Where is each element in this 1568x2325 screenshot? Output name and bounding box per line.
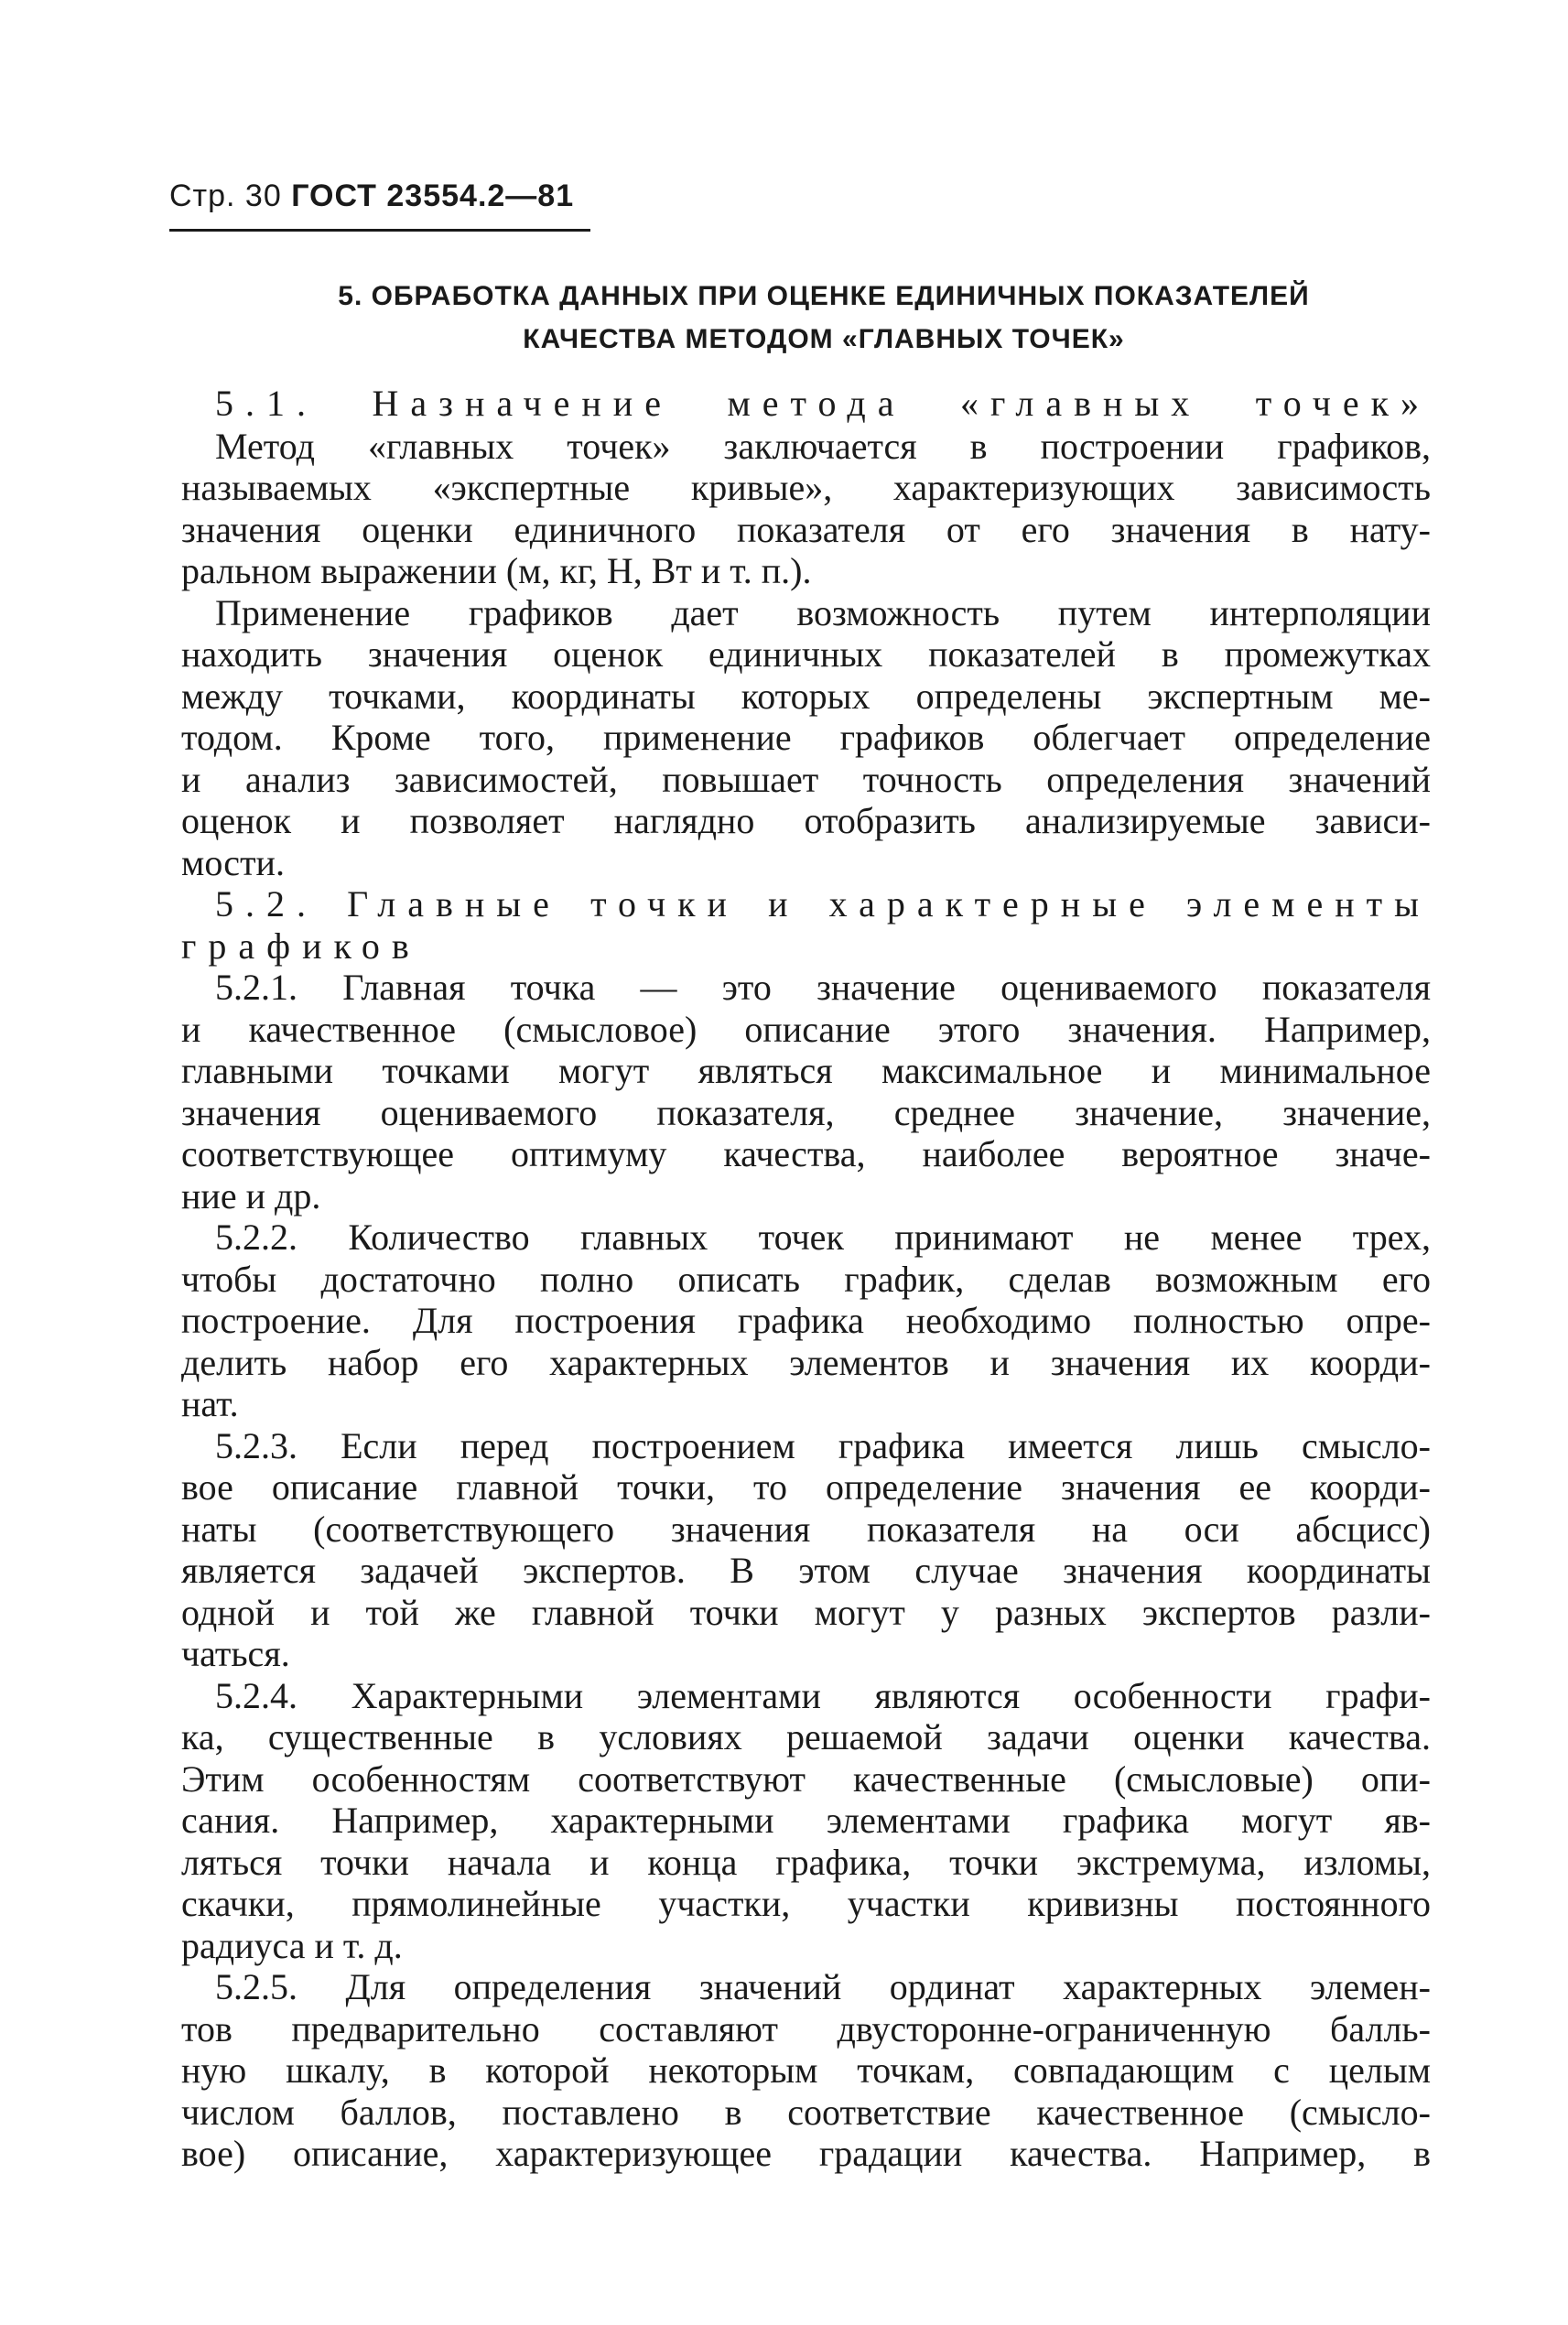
subsection-heading-5-2-cont: графиков (181, 925, 421, 967)
paragraph-line: 5.2.5. Для определения значений ординат характерных элемен- (215, 1966, 1431, 2007)
paragraph-line: 5.2.3. Если перед построением графика имеется лишь смысло- (215, 1425, 1431, 1466)
paragraph-line: скачки, прямолинейные участки, участки кривизны постоянного (181, 1883, 1431, 1924)
section-title-line-1: 5. ОБРАБОТКА ДАННЫХ ПРИ ОЦЕНКЕ ЕДИНИЧНЫХ ПОКАЗАТЕЛЕЙ (338, 281, 1310, 311)
paragraph-line: значения оцениваемого показателя, среднее значение, значение, (181, 1092, 1431, 1133)
section-title-line-2: КАЧЕСТВА МЕТОДОМ «ГЛАВНЫХ ТОЧЕК» (523, 324, 1125, 354)
page-label: Стр. 30 (169, 178, 282, 213)
paragraph-line: мости. (181, 842, 285, 883)
subsection-heading-5-1: 5.1. Назначение метода «главных точек» (215, 383, 1431, 424)
paragraph-line: и качественное (смысловое) описание этого значения. Например, (181, 1009, 1431, 1050)
running-header (169, 178, 574, 214)
paragraph-line: Этим особенностям соответствуют качественные (смысловые) опи- (181, 1758, 1431, 1800)
paragraph-line: значения оценки единичного показателя от его значения в нату- (181, 509, 1431, 550)
header-rule (169, 229, 590, 232)
paragraph-line: 5.2.1. Главная точка — это значение оцениваемого показателя (215, 967, 1431, 1008)
paragraph-line: между точками, координаты которых определены экспертным ме- (181, 676, 1431, 717)
paragraph-line: тов предварительно составляют двусторонне-ограниченную балль- (181, 2008, 1431, 2049)
paragraph-line: вое) описание, характеризующее градации качества. Например, в (181, 2133, 1431, 2174)
paragraph-line: чтобы достаточно полно описать график, сделав возможным его (181, 1259, 1431, 1300)
paragraph-line: вое описание главной точки, то определение значения ее коорди- (181, 1466, 1431, 1508)
standard-number: ГОСТ 23554.2—81 (291, 178, 575, 213)
paragraph-line: называемых «экспертные кривые», характеризующих зависимость (181, 467, 1431, 508)
paragraph-line: оценок и позволяет наглядно отобразить анализируемые зависи- (181, 800, 1431, 841)
subsection-heading-5-2: 5.2. Главные точки и характерные элементы (215, 883, 1431, 925)
paragraph-line: радиуса и т. д. (181, 1925, 403, 1966)
paragraph-line: нат. (181, 1383, 239, 1424)
paragraph-line: соответствующее оптимуму качества, наиболее вероятное значе- (181, 1133, 1431, 1174)
paragraph-line: чаться. (181, 1633, 290, 1674)
paragraph-line: 5.2.2. Количество главных точек принимают не менее трех, (215, 1217, 1431, 1258)
paragraph-line: ние и др. (181, 1175, 321, 1217)
paragraph-line: сания. Например, характерными элементами графика могут яв- (181, 1800, 1431, 1841)
paragraph-line: находить значения оценок единичных показателей в промежутках (181, 633, 1431, 675)
paragraph-line: наты (соответствующего значения показателя на оси абсцисс) (181, 1509, 1431, 1550)
paragraph-line: Метод «главных точек» заключается в построении графиков, (215, 426, 1431, 467)
paragraph-line: делить набор его характерных элементов и значения их коорди- (181, 1342, 1431, 1383)
paragraph-line: ляться точки начала и конца графика, точки экстремума, изломы, (181, 1842, 1431, 1883)
paragraph-line: числом баллов, поставлено в соответствие качественное (смысло- (181, 2092, 1431, 2133)
paragraph-line: тодом. Кроме того, применение графиков облегчает определение (181, 717, 1431, 758)
paragraph-line: Применение графиков дает возможность путем интерполяции (215, 592, 1431, 633)
paragraph-line: является задачей экспертов. В этом случае значения координаты (181, 1550, 1431, 1591)
paragraph-line: главными точками могут являться максимальное и минимальное (181, 1050, 1431, 1091)
paragraph-line: и анализ зависимостей, повышает точность определения значений (181, 759, 1431, 800)
paragraph-line: одной и той же главной точки могут у разных экспертов разли- (181, 1592, 1431, 1633)
paragraph-line: ка, существенные в условиях решаемой задачи оценки качества. (181, 1716, 1431, 1757)
paragraph-line: построение. Для построения графика необходимо полностью опре- (181, 1300, 1431, 1341)
paragraph-line: ральном выражении (м, кг, Н, Вт и т. п.). (181, 550, 812, 591)
paragraph-line: 5.2.4. Характерными элементами являются особенности графи- (215, 1675, 1431, 1716)
paragraph-line: ную шкалу, в которой некоторым точкам, совпадающим с целым (181, 2049, 1431, 2091)
